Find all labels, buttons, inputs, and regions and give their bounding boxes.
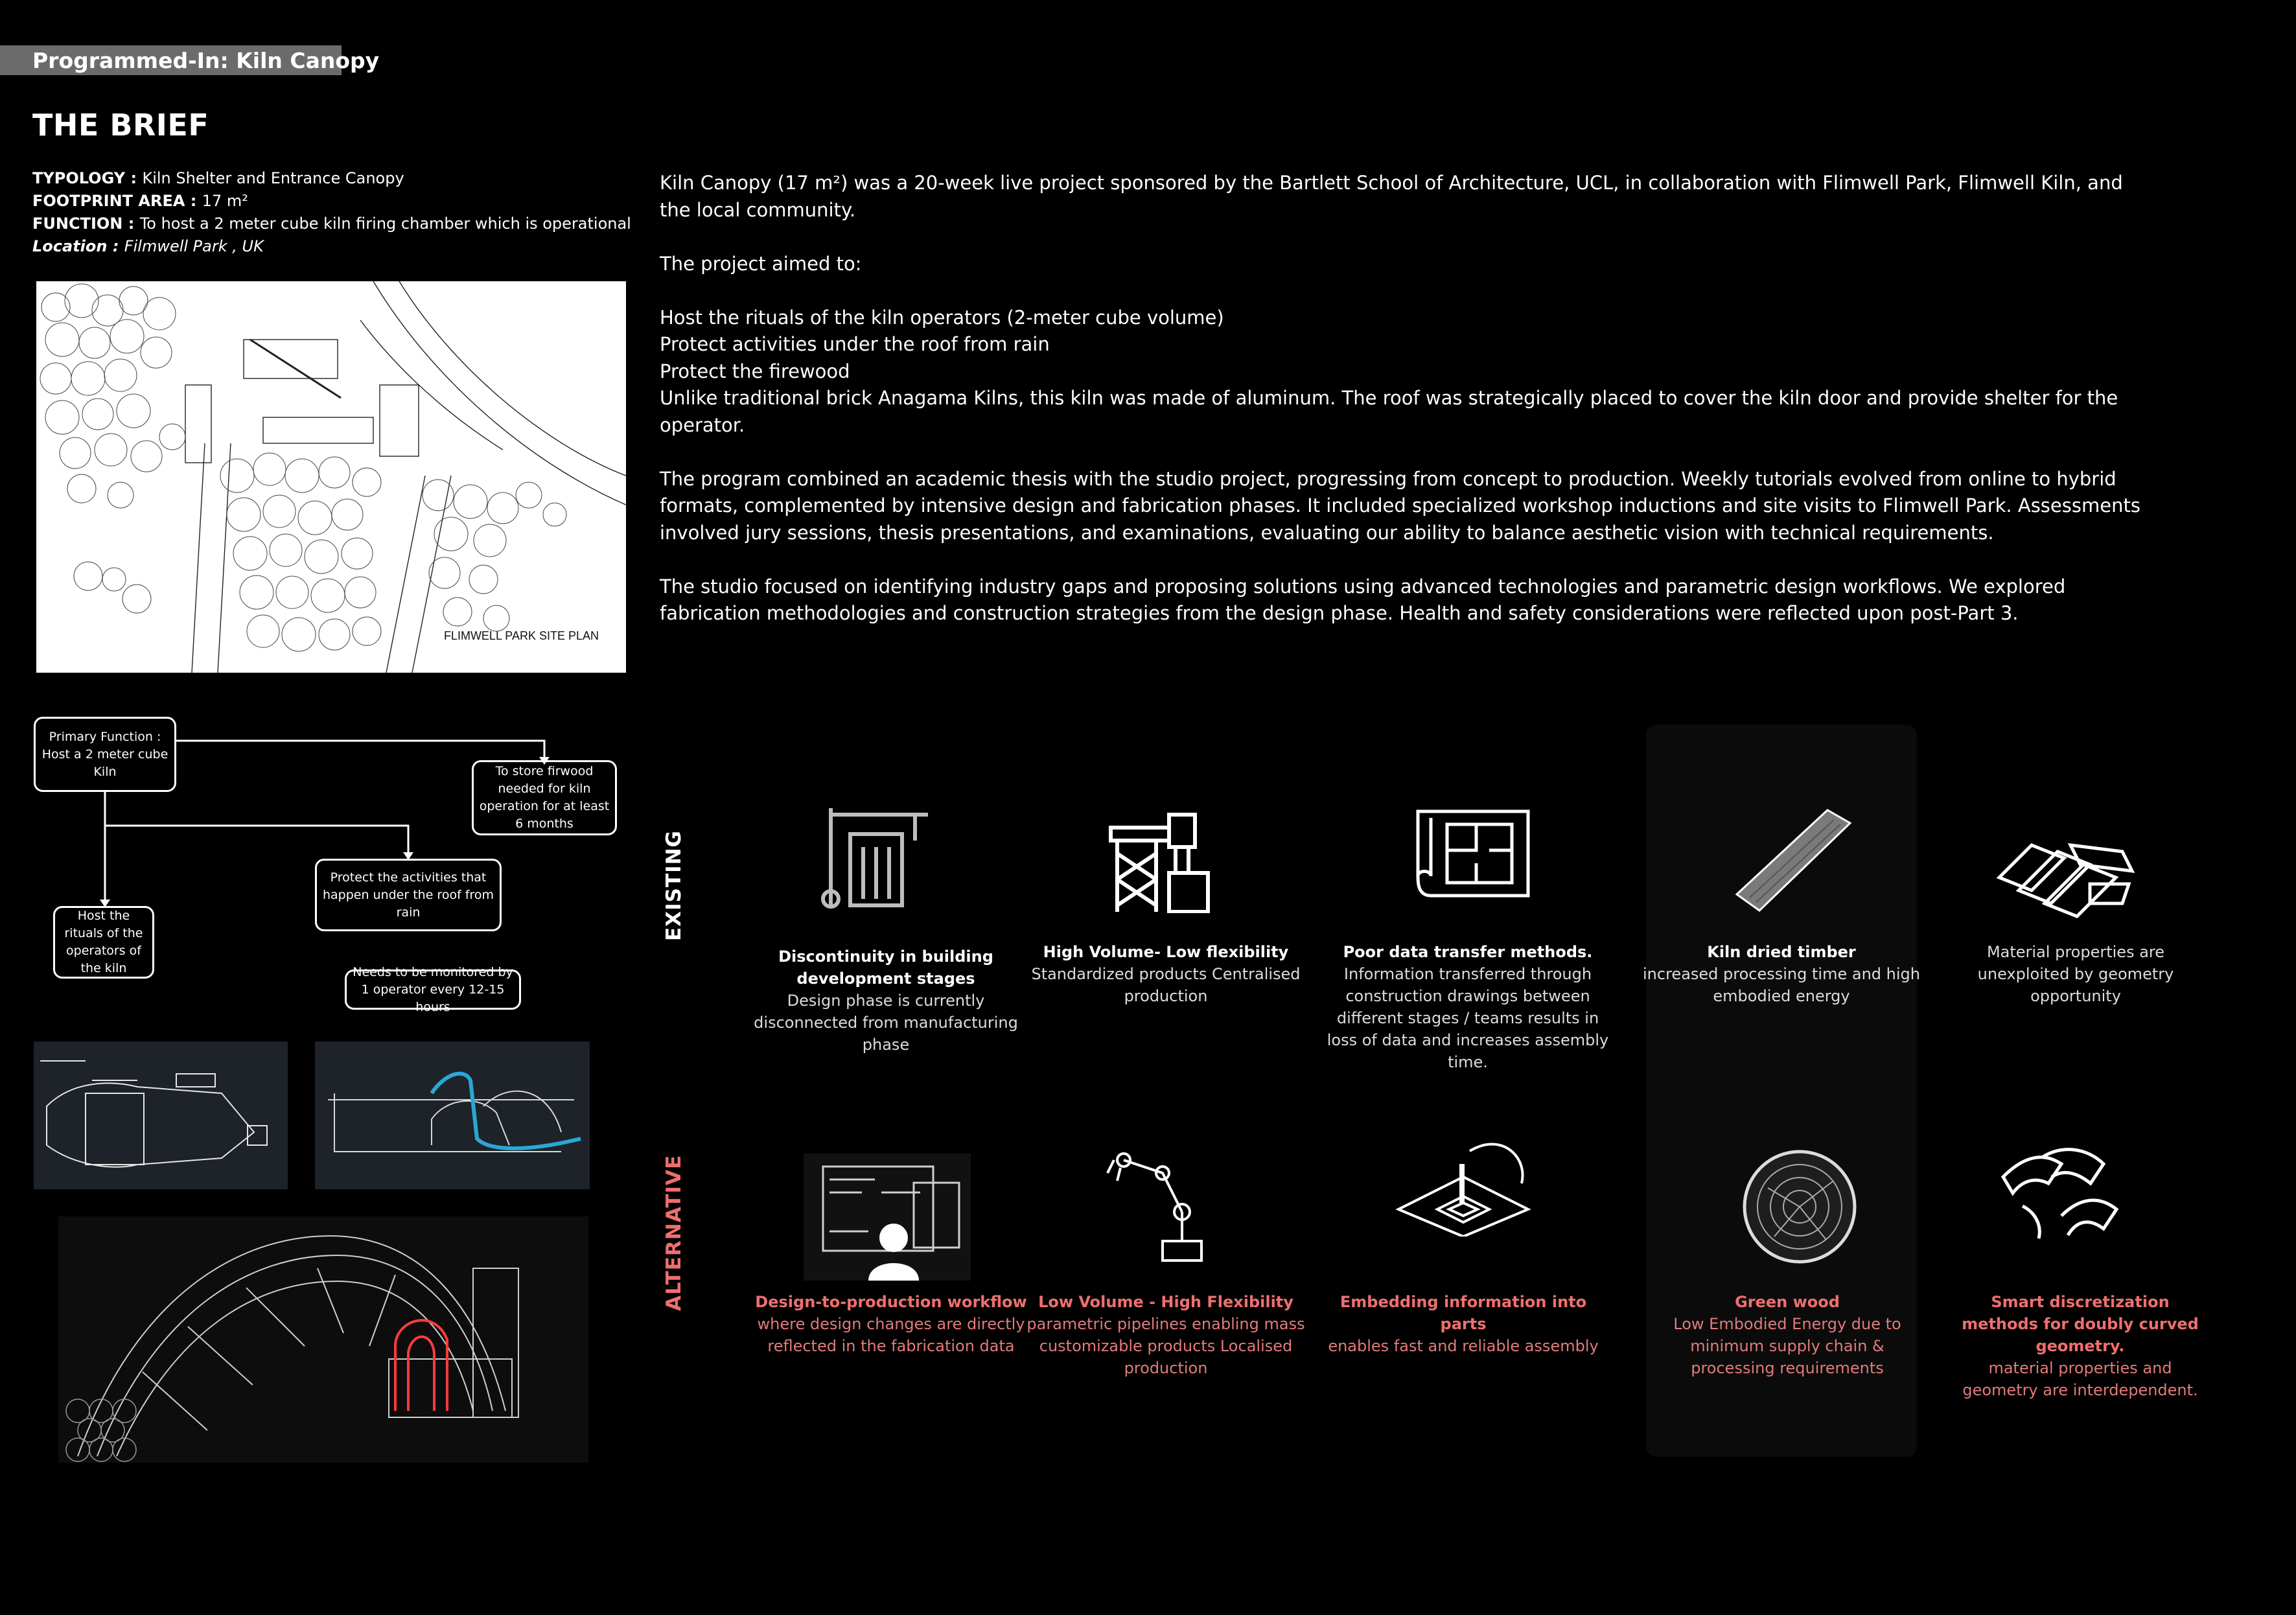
existing-desc-5: Material properties are unexploited by geometry opportunity xyxy=(1977,943,2174,1005)
function-label: FUNCTION : xyxy=(32,215,140,233)
kiln-canopy-render-drawing xyxy=(58,1216,588,1463)
alternative-title-3: Embedding information into parts xyxy=(1339,1293,1587,1333)
existing-title-3: Poor data transfer methods. xyxy=(1343,943,1593,961)
aim-item: Protect activities under the roof from rain xyxy=(660,333,1050,355)
location-value: Filmwell Park , UK xyxy=(124,237,264,255)
alternative-desc-2: parametric pipelines enabling mass customizable products Localised production xyxy=(1026,1315,1305,1377)
alternative-desc-1: where design changes are directly reflected in the fabrication data xyxy=(757,1315,1025,1355)
alternative-title-4: Green wood xyxy=(1735,1293,1840,1311)
project-badge xyxy=(0,45,380,75)
existing-desc-4: increased processing time and high embodied energy xyxy=(1643,965,1920,1005)
alternative-desc-3: enables fast and reliable assembly xyxy=(1328,1337,1599,1355)
crane-building-icon xyxy=(818,802,934,912)
alternative-title-2: Low Volume - High Flexibility xyxy=(1038,1293,1293,1311)
alternative-caption-5 xyxy=(1956,1291,2205,1401)
footprint-label: FOOTPRINT AREA : xyxy=(32,192,202,210)
blueprint-icon xyxy=(1411,805,1532,902)
site-plan-image xyxy=(36,281,626,673)
footprint-value: 17 m² xyxy=(202,192,248,210)
firing-chamber-sketch xyxy=(34,1041,288,1189)
program-paragraph: The program combined an academic thesis with the studio project, progressing from concept to production. Weekly tutorials evolved from online to hybrid formats, complemented by intensive design and fabrication phases. It included specialized workshop inductions and site visits to Flimwell Park. Assessments involved jury sessions, thesis presentations, and examinations, evaluating our ability to balance aesthetic vision with technical requirements. xyxy=(660,467,2140,544)
aim-item: Protect the firewood xyxy=(660,360,850,382)
factory-icon xyxy=(1104,802,1214,913)
designer-screen-icon xyxy=(804,1154,971,1281)
aim-item: Host the rituals of the kiln operators (2-meter cube volume) xyxy=(660,306,1224,329)
existing-caption-2 xyxy=(1026,941,1305,1007)
alternative-title-5: Smart discretization methods for doubly curved geometry. xyxy=(1962,1293,2199,1355)
kiln-canopy-render xyxy=(58,1216,588,1463)
alternative-desc-5: material properties and geometry are interdependent. xyxy=(1962,1359,2198,1399)
page-title: THE BRIEF xyxy=(32,108,209,143)
flow-protect-activities: Protect the activities that happen under the roof from rain xyxy=(315,859,502,931)
curved-parts-icon xyxy=(1997,1144,2120,1240)
alternative-caption-4 xyxy=(1646,1291,1929,1379)
location-label: Location : xyxy=(32,237,124,255)
flow-firewood-storage: To store firwood needed for kiln operation for at least 6 months xyxy=(472,760,617,835)
existing-caption-4 xyxy=(1642,941,1921,1007)
flow-monitoring-note: Needs to be monitored by 1 operator every 12-15 hours xyxy=(345,970,521,1010)
timber-beam-icon xyxy=(1730,804,1855,914)
function-value: To host a 2 meter cube kiln firing chamber which is operational xyxy=(139,215,631,233)
existing-desc-2: Standardized products Centralised production xyxy=(1031,965,1301,1005)
log-rings-icon xyxy=(1742,1149,1857,1264)
existing-caption-3 xyxy=(1325,941,1610,1073)
canopy-section-sketch xyxy=(315,1041,590,1189)
typology-value: Kiln Shelter and Entrance Canopy xyxy=(142,169,404,187)
existing-title-1: Discontinuity in building development stages xyxy=(778,947,993,988)
project-badge-label: Programmed-In: Kiln Canopy xyxy=(32,48,380,73)
studio-paragraph: The studio focused on identifying industry gaps and proposing solutions using advanced technologies and parametric design workflows. We explored fabrication methodologies and construction strategies from the design phase. Health and safety considerations were reflected upon post-Part 3. xyxy=(660,575,2066,624)
existing-desc-3: Information transferred through construction drawings between different stages / teams results in loss of data and increases assembly time. xyxy=(1327,965,1609,1071)
existing-caption-1 xyxy=(747,946,1025,1056)
brief-description xyxy=(660,170,2150,627)
firing-chamber-sketch-drawing xyxy=(34,1041,288,1189)
aims-heading: The project aimed to: xyxy=(660,252,862,275)
row-label-existing: EXISTING xyxy=(662,830,686,941)
alternative-desc-4: Low Embodied Energy due to minimum supply chain & processing requirements xyxy=(1673,1315,1901,1377)
existing-desc-1: Design phase is currently disconnected from manufacturing phase xyxy=(754,992,1018,1054)
stacked-planks-icon xyxy=(1993,832,2139,929)
site-plan-drawing xyxy=(36,281,626,673)
flow-primary-function: Primary Function : Host a 2 meter cube Kiln xyxy=(34,717,176,792)
site-plan-label: FLIMWELL PARK SITE PLAN xyxy=(443,629,599,642)
embedded-part-icon xyxy=(1392,1138,1554,1237)
existing-title-2: High Volume- Low flexibility xyxy=(1043,943,1289,961)
alternative-title-1: Design-to-production workflow xyxy=(755,1293,1027,1311)
alternative-caption-1 xyxy=(752,1291,1030,1357)
existing-caption-5 xyxy=(1956,941,2196,1007)
aim-item: Unlike traditional brick Anagama Kilns, this kiln was made of aluminum. The roof was strategically placed to cover the kiln door and provide shelter for the operator. xyxy=(660,387,2118,436)
row-label-alternative: ALTERNATIVE xyxy=(662,1154,686,1311)
robot-arm-icon xyxy=(1098,1134,1226,1264)
alternative-caption-3 xyxy=(1324,1291,1603,1357)
typology-label: TYPOLOGY : xyxy=(32,169,143,187)
existing-title-4: Kiln dried timber xyxy=(1707,943,1856,961)
flow-host-rituals: Host the rituals of the operators of the kiln xyxy=(53,906,154,979)
canopy-section-sketch-drawing xyxy=(315,1041,590,1189)
intro-paragraph: Kiln Canopy (17 m²) was a 20-week live project sponsored by the Bartlett School of Architecture, UCL, in collaboration with Flimwell Park, Flimwell Kiln, and the local community. xyxy=(660,172,2123,221)
alternative-caption-2 xyxy=(1026,1291,1305,1379)
project-specs xyxy=(32,167,631,258)
